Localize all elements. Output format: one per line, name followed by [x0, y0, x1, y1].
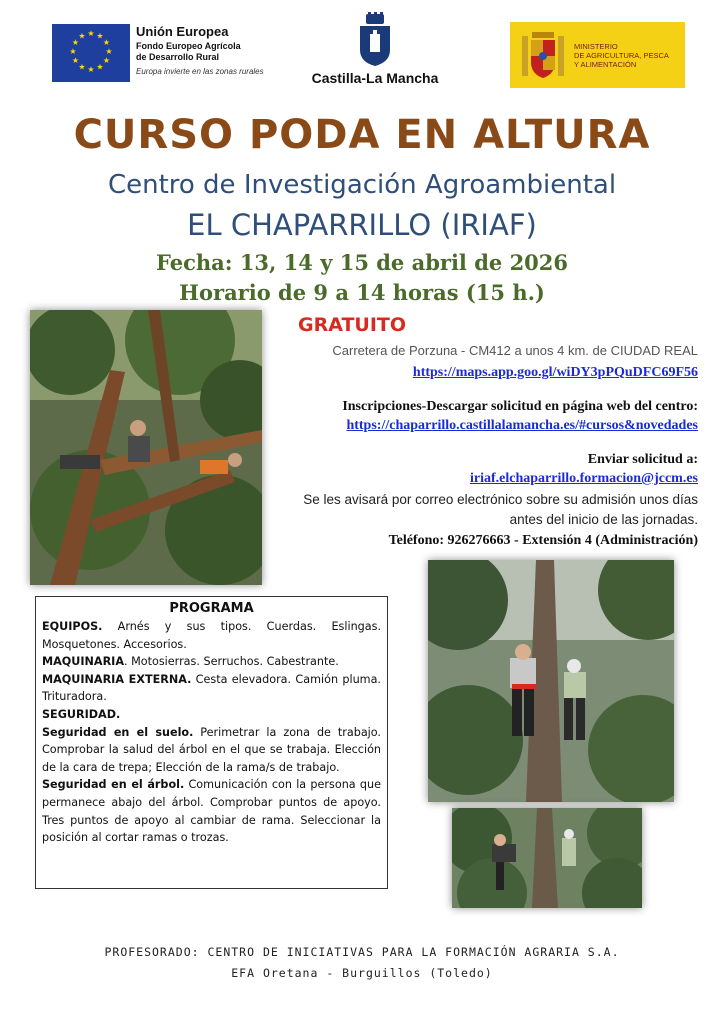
email-link[interactable]: iriaf.elchaparrillo.formacion@jccm.es — [469, 471, 698, 486]
send-label: Enviar solicitud a: — [587, 452, 698, 467]
program-item-head: Seguridad en el suelo. — [42, 725, 194, 739]
eu-subtitle-line2: de Desarrollo Rural — [136, 52, 220, 62]
svg-text:★: ★ — [71, 38, 80, 47]
program-item-head: MAQUINARIA — [42, 655, 125, 669]
program-item-text: . Motosierras. Serruchos. Cabestrante. — [124, 655, 339, 669]
svg-text:★: ★ — [78, 31, 86, 41]
admission-notice: Se les avisará por correo electrónico sobre su admisión unos días antes del inicio de las jornadas. — [303, 492, 698, 527]
course-hours: Horario de 9 a 14 horas (15 h.) — [179, 280, 545, 305]
eu-flag-icon — [52, 24, 130, 82]
footer-location: EFA Oretana - Burguillos (Toledo) — [231, 966, 493, 980]
inscription-label: Inscripciones-Descargar solicitud en página web del centro: — [342, 399, 698, 414]
center-name: Centro de Investigación Agroambiental — [107, 170, 617, 200]
program-item-head: Seguridad en el árbol. — [42, 778, 185, 792]
svg-text:★: ★ — [102, 56, 111, 65]
program-item-head: EQUIPOS. — [42, 620, 103, 633]
price-label: GRATUITO — [298, 314, 407, 336]
svg-text:★: ★ — [96, 31, 104, 41]
spain-coat-of-arms-icon — [518, 28, 568, 82]
footer-teachers: PROFESORADO: CENTRO DE INICIATIVAS PARA LA FORMACIÓN AGRARIA S.A. — [104, 945, 620, 959]
clm-shield-icon — [354, 12, 396, 66]
photo-climbers-pine — [30, 310, 262, 585]
program-item — [42, 776, 381, 846]
svg-text:★: ★ — [69, 47, 77, 56]
program-item-text: Perimetrar la zona de trabajo. Comprobar la salud del árbol en el que se trabaja. Elección de la cara de trepa; Elección de la rama/s de trabajo. — [42, 725, 381, 774]
svg-text:★: ★ — [96, 62, 104, 72]
ministry-line1: MINISTERIO — [574, 42, 618, 51]
svg-text:★: ★ — [71, 56, 80, 65]
program-item — [42, 671, 381, 706]
castilla-la-mancha-logo — [300, 12, 450, 92]
ministry-line3: Y ALIMENTACIÓN — [574, 60, 637, 69]
program-item-head: MAQUINARIA EXTERNA. — [42, 672, 192, 686]
course-title: CURSO PODA EN ALTURA — [73, 112, 651, 158]
program-item-head: SEGURIDAD. — [42, 707, 121, 721]
website-link[interactable]: https://chaparrillo.castillalamancha.es/#cursos&novedades — [346, 418, 698, 433]
svg-text:★: ★ — [102, 38, 111, 47]
eu-logo — [52, 24, 277, 86]
svg-text:★: ★ — [87, 29, 95, 38]
program-item — [42, 724, 381, 777]
photo-climbers-trunk — [428, 560, 674, 802]
phone: Teléfono: 926276663 - Extensión 4 (Administración) — [388, 533, 698, 548]
ministry-logo — [510, 22, 685, 88]
ministry-line2: DE AGRICULTURA, PESCA — [574, 51, 669, 60]
svg-text:★: ★ — [87, 65, 95, 74]
program-box — [35, 596, 388, 889]
maps-link[interactable]: https://maps.app.goo.gl/wiDY3pPQuDFC69F56 — [412, 365, 698, 380]
eu-tagline: Europa invierte en las zonas rurales — [136, 67, 264, 76]
clm-name: Castilla-La Mancha — [311, 70, 439, 86]
svg-text:★: ★ — [78, 62, 86, 72]
program-item-text: Cesta elevadora. Camión pluma. Trituradora. — [42, 672, 381, 704]
program-item — [42, 706, 381, 724]
program-item-text: Comunicación con la persona que permanece abajo del árbol. Comprobar puntos de apoyo. Tres puntos de apoyo al cambiar de rama. Seleccionar la posición al cortar ramas o trozas. — [42, 778, 381, 845]
center-subname: EL CHAPARRILLO (IRIAF) — [187, 208, 537, 242]
program-title: PROGRAMA — [169, 601, 254, 616]
program-item — [42, 653, 381, 671]
program-item — [42, 618, 381, 653]
svg-text:★: ★ — [105, 47, 113, 56]
eu-title: Unión Europea — [136, 24, 229, 39]
address: Carretera de Porzuna - CM412 a unos 4 km. de CIUDAD REAL — [332, 343, 698, 358]
program-item-text: Arnés y sus tipos. Cuerdas. Eslingas. Mosquetones. Accesorios. — [42, 620, 381, 651]
course-date: Fecha: 13, 14 y 15 de abril de 2026 — [155, 250, 569, 275]
photo-climbers-lower — [452, 808, 642, 908]
eu-subtitle-line1: Fondo Europeo Agrícola — [136, 41, 241, 51]
